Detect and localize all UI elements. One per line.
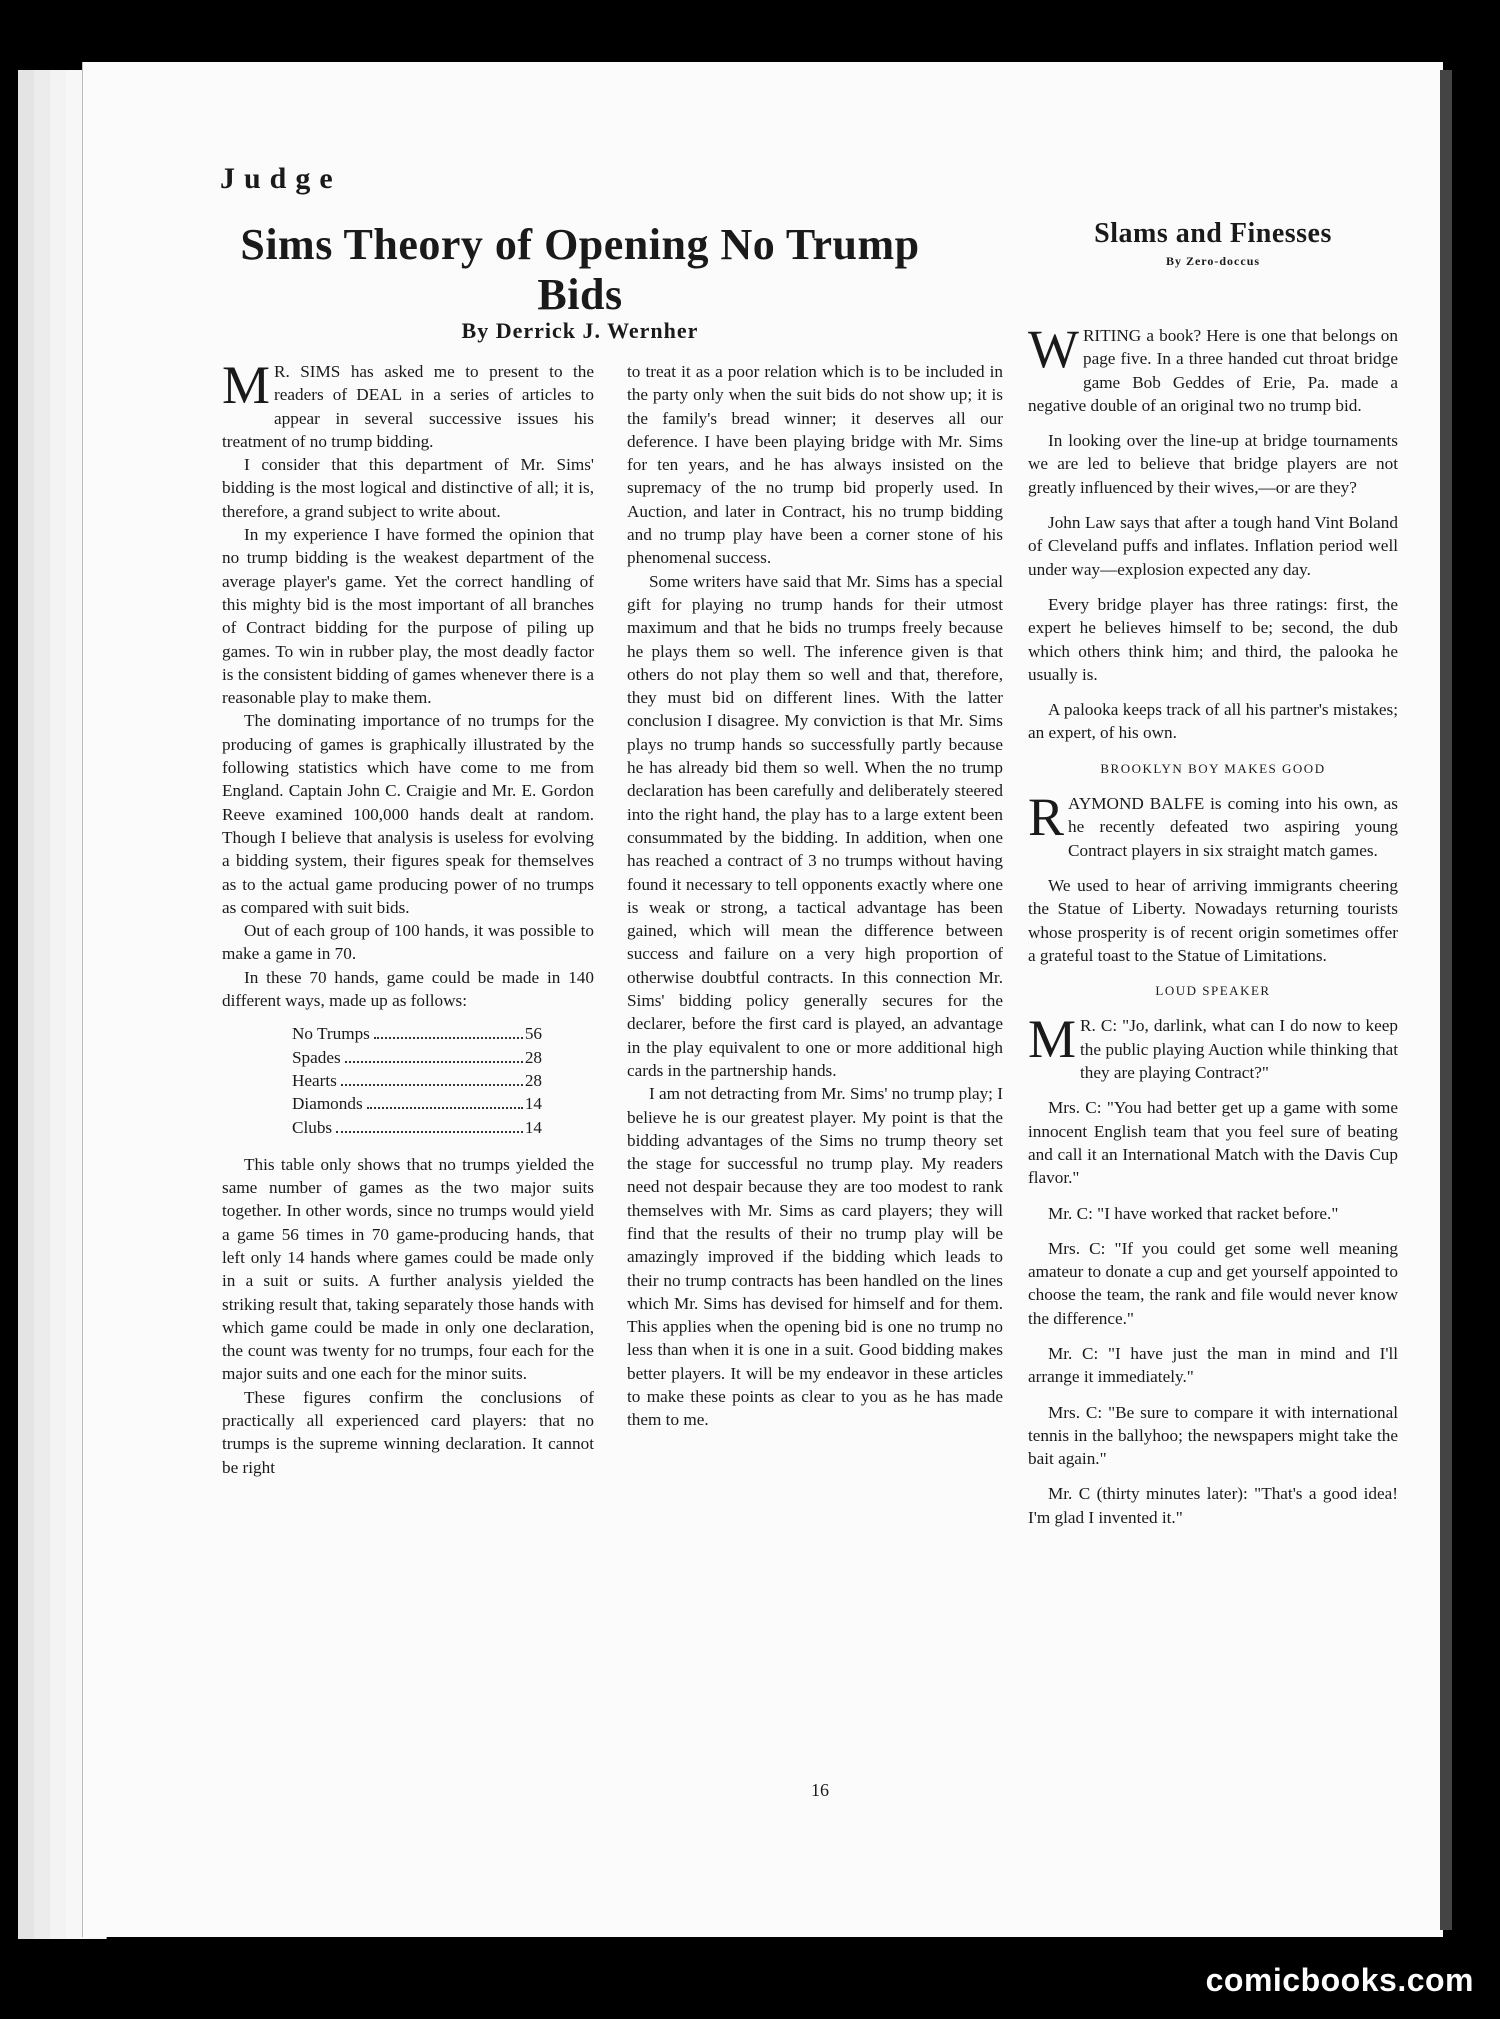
table-label: Diamonds <box>292 1094 363 1114</box>
paragraph-text: AYMOND BALFE is coming into his own, as he recently defeated two aspiring young Contract players in six straight match games. <box>1068 794 1398 860</box>
side-article-byline: By Zero-doccus <box>1165 254 1261 268</box>
article-title: Sims Theory of Opening No Trump Bids <box>240 220 920 319</box>
paragraph: A palooka keeps track of all his partner's mistakes; an expert, of his own. <box>1028 700 1398 743</box>
paragraph: Mr. C (thirty minutes later): "That's a good idea! I'm glad I invented it." <box>1028 1484 1398 1527</box>
watermark: comicbooks.com <box>1205 1962 1474 1998</box>
paragraph <box>1028 319 1398 417</box>
table-label: Hearts <box>292 1070 337 1090</box>
paragraph <box>222 355 594 453</box>
paragraph: Mrs. C: "If you could get some well meaning amateur to donate a cup and get yourself appointed to choose the team, the rank and file would never know the difference." <box>1028 1238 1398 1328</box>
paragraph-text: R. C: "Jo, darlink, what can I do now to keep the public playing Auction while thinking that they are playing Contract?" <box>1080 1016 1398 1083</box>
paragraph: to treat it as a poor relation which is to be included in the party only when the suit bids do not show up; it is the family's bread winner; it deserves all our deference. I have been playing bridge with Mr. Sims for ten years, and he has always insisted on the supremacy of the no trump bid properly used. In Auction, and later in Contract, his no trump bidding and no trump play have been a corner stone of his phenomenal success. <box>627 362 1003 568</box>
paragraph: In looking over the line-up at bridge tournaments we are led to believe that bridge players are not greatly influenced by their wives,—or are they? <box>1028 431 1398 497</box>
paragraph: Mrs. C: "You had better get up a game with some innocent English team that you feel sure of beating and call it an International Match with the Davis Cup flavor." <box>1028 1098 1398 1188</box>
table-value: 28 <box>524 1070 542 1090</box>
drop-cap: M <box>222 355 271 415</box>
section-subhead: BROOKLYN BOY MAKES GOOD <box>1100 760 1326 776</box>
table-value: 14 <box>524 1094 542 1114</box>
table-value: 28 <box>524 1047 542 1067</box>
article-column-2 <box>627 360 1003 1432</box>
table-row <box>292 1046 542 1069</box>
drop-cap: M <box>1028 1009 1077 1070</box>
paragraph: John Law says that after a tough hand Vint Boland of Cleveland puffs and inflates. Inflation period well under way—explosion expected any day. <box>1028 513 1398 579</box>
paragraph: Every bridge player has three ratings: first, the expert he believes himself to be; second, the dub which others think him; and third, the palooka he usually is. <box>1028 594 1398 684</box>
paragraph: Mrs. C: "Be sure to compare it with international tennis in the ballyhoo; the newspapers might take the bait again." <box>1028 1402 1398 1469</box>
table-label: Spades <box>292 1047 341 1067</box>
paragraph <box>1028 1009 1398 1084</box>
section-subhead: LOUD SPEAKER <box>1155 983 1271 999</box>
table-value: 56 <box>524 1024 542 1044</box>
paragraph: In these 70 hands, game could be made in 140 different ways, made up as follows: <box>222 967 594 1011</box>
table-row <box>292 1116 542 1139</box>
table-row <box>292 1022 542 1045</box>
table-value: 14 <box>524 1117 542 1137</box>
table-row <box>292 1069 542 1092</box>
drop-cap: W <box>1028 319 1079 379</box>
page-gutter-shadow <box>1440 70 1452 1930</box>
paragraph: The dominating importance of no trumps for the producing of games is graphically illustrated by the following statistics which have come to me from England. Captain John C. Craigie and Mr. E. Gordon Reeve examined 100,000 hands dealt at random. Though I believe that analysis is useless for evolving a bidding system, their figures speak for themselves as to the actual game producing power of no trumps as compared with suit bids. <box>222 711 594 917</box>
side-article-title: Slams and Finesses <box>1094 218 1332 249</box>
statistics-table <box>292 1022 542 1138</box>
paragraph: Mr. C: "I have worked that racket before." <box>1048 1203 1339 1223</box>
paragraph: We used to hear of arriving immigrants cheering the Statue of Liberty. Nowadays returning tourists whose prosperity is of recent origin sometimes offer a grateful toast to the Statue of Limitations. <box>1028 875 1398 965</box>
paragraph: I consider that this department of Mr. Sims' bidding is the most logical and distinctive of all; it is, therefore, a grand subject to write about. <box>222 455 594 521</box>
paragraph: Mr. C: "I have just the man in mind and I'll arrange it immediately." <box>1028 1343 1398 1387</box>
paragraph: Out of each group of 100 hands, it was possible to make a game in 70. <box>222 921 594 964</box>
masthead: Judge <box>220 162 342 195</box>
paragraph: Some writers have said that Mr. Sims has a special gift for playing no trump hands for their utmost maximum and that he bids no trumps freely because he plays them so well. The inference given is that others do not play them so well and that, therefore, they must bid on different lines. With the latter conclusion I disagree. My conviction is that Mr. Sims plays no trump hands so successfully partly because he has already bid them so well. When the no trump declaration has been carefully and deliberately steered into the right hand, the play has to a large extent been consummated by the bidding. In addition, when one has reached a contract of 3 no trumps without having found it necessary to tell opponents exactly where one is weak or strong, a tactical advantage has been gained, which will mean the difference between success and failure on a very high proportion of otherwise doubtful contracts. In this connection Mr. Sims' bidding policy generally secures for the declarer, before the first card is played, an advantage in the play equivalent to one or more additional high cards in the partnership hands. <box>627 571 1003 1080</box>
paragraph: I am not detracting from Mr. Sims' no trump play; I believe he is our greatest player. My point is that the bidding advantages of the Sims no trump theory set the stage for successful no trump play. My readers need not despair because they are too modest to rank themselves with Mr. Sims as card players; they will find that the results of their no trump play will be amazingly improved if the bidding which leads to their no trump contracts has been handled on the lines which Mr. Sims has devised for himself and for them. This applies when the opening bid is one no trump no less than when it is one in a suit. Good bidding makes better players. It will be my endeavor in these articles to make these points as clear to you as he has made them to me. <box>627 1084 1003 1430</box>
paragraph-text: RITING a book? Here is one that belongs on page five. In a three handed cut throat bridge game Bob Geddes of Erie, Pa. made a negative double of an original two no trump bid. <box>1028 326 1398 415</box>
article-byline: By Derrick J. Wernher <box>461 318 699 343</box>
table-row <box>292 1092 542 1115</box>
paragraph-text: R. SIMS has asked me to present to the readers of DEAL in a series of articles to appear in several successive issues his treatment of no trump bidding. <box>222 362 594 451</box>
table-label: No Trumps <box>292 1024 370 1044</box>
table-label: Clubs <box>292 1117 333 1137</box>
drop-cap: R <box>1028 787 1065 848</box>
paragraph: These figures confirm the conclusions of practically all experienced card players: that no trumps is the supreme winning declaration. It cannot be right <box>222 1387 594 1477</box>
paragraph: This table only shows that no trumps yielded the same number of games as the two major suits together. In other words, since no trumps would yield a game 56 times in 70 game-producing hands, that left only 14 hands where games could be made only in a suit or suits. A further analysis yielded the striking result that, taking separately those hands with which game could be made in only one declaration, the count was twenty for no trumps, four each for the major suits and one each for the minor suits. <box>222 1154 594 1384</box>
paragraph <box>1028 787 1398 862</box>
article-column-1 <box>222 355 594 1479</box>
paragraph: In my experience I have formed the opinion that no trump bidding is the weakest department of the average player's game. Yet the correct handling of this mighty bid is the most important of all branches of Contract bidding for the purpose of piling up games. To win in rubber play, the most deadly factor is the consistent bidding of games whenever there is a reasonable play to make them. <box>222 525 594 708</box>
page-number: 16 <box>811 1780 829 1800</box>
side-article-column <box>1028 319 1398 1541</box>
